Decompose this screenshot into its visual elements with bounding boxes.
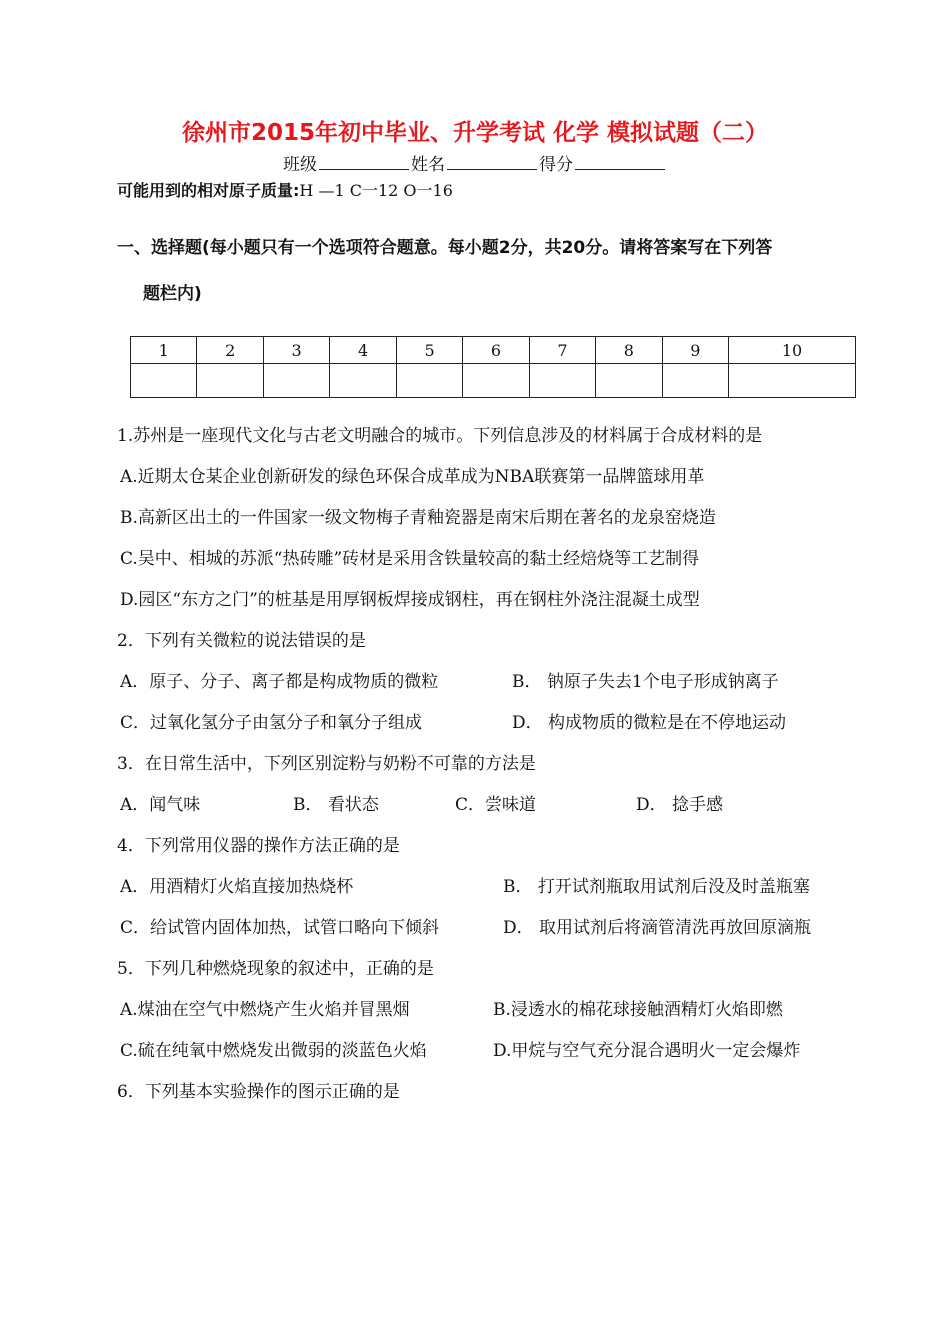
question-6-stem: 6．下列基本实验操作的图示正确的是 [117, 1082, 400, 1102]
atomic-mass-line [117, 178, 453, 201]
question-1-option-c: C.吴中、相城的苏派“热砖雕”砖材是采用含铁量较高的黏土经焙烧等工艺制得 [120, 549, 700, 569]
answer-number: 8 [596, 337, 662, 364]
answer-cell[interactable] [463, 364, 529, 398]
question-3-option-c: C．尝味道 [455, 795, 537, 815]
class-label: 班级 [283, 155, 317, 175]
answer-cell[interactable] [662, 364, 728, 398]
answer-number: 2 [197, 337, 263, 364]
answer-cell[interactable] [529, 364, 595, 398]
answer-number: 9 [662, 337, 728, 364]
score-blank[interactable] [575, 153, 665, 170]
answer-number-row [131, 337, 856, 364]
question-1-stem: 1.苏州是一座现代文化与古老文明融合的城市。下列信息涉及的材料属于合成材料的是 [117, 426, 763, 446]
question-5-option-c: C.硫在纯氧中燃烧发出微弱的淡蓝色火焰 [120, 1041, 427, 1061]
answer-table [130, 336, 856, 398]
page-title: 徐州市2015年初中毕业、升学考试 化学 模拟试题（二） [181, 120, 769, 146]
answer-number: 7 [529, 337, 595, 364]
question-2-option-d: D． 构成物质的微粒是在不停地运动 [512, 713, 787, 733]
question-4-option-d: D． 取用试剂后将滴管清洗再放回原滴瓶 [503, 918, 812, 938]
answer-cell[interactable] [396, 364, 462, 398]
question-5-option-d: D.甲烷与空气充分混合遇明火一定会爆炸 [493, 1041, 801, 1061]
class-blank[interactable] [319, 153, 409, 170]
student-info-line [0, 150, 950, 175]
answer-number: 4 [330, 337, 396, 364]
name-label: 姓名 [411, 155, 445, 175]
answer-cell[interactable] [197, 364, 263, 398]
answer-number: 5 [396, 337, 462, 364]
question-4-option-c: C．给试管内固体加热，试管口略向下倾斜 [120, 918, 440, 938]
name-blank[interactable] [447, 153, 537, 170]
question-5-option-a: A.煤油在空气中燃烧产生火焰并冒黑烟 [120, 1000, 410, 1020]
atomic-mass-values: H —1 C一12 O一16 [299, 181, 453, 200]
question-2-option-b: B． 钠原子失去1个电子形成钠离子 [512, 672, 779, 692]
question-2-option-c: C．过氧化氢分子由氢分子和氧分子组成 [120, 713, 423, 733]
answer-cell[interactable] [131, 364, 197, 398]
score-label: 得分 [539, 155, 573, 175]
answer-cell[interactable] [596, 364, 662, 398]
question-3-option-d: D． 捻手感 [636, 795, 724, 815]
question-4-option-a: A．用酒精灯火焰直接加热烧杯 [120, 877, 354, 897]
answer-cell[interactable] [729, 364, 856, 398]
question-5-stem: 5．下列几种燃烧现象的叙述中，正确的是 [117, 959, 434, 979]
question-3-stem: 3．在日常生活中，下列区别淀粉与奶粉不可靠的方法是 [117, 754, 536, 774]
question-3-option-a: A．闻气味 [120, 795, 201, 815]
question-3-option-b: B． 看状态 [293, 795, 379, 815]
answer-number: 1 [131, 337, 197, 364]
question-2-option-a: A．原子、分子、离子都是构成物质的微粒 [120, 672, 439, 692]
answer-cell[interactable] [330, 364, 396, 398]
section-heading-cont: 题栏内) [143, 284, 202, 304]
question-4-option-b: B． 打开试剂瓶取用试剂后没及时盖瓶塞 [503, 877, 810, 897]
section-heading: 一、选择题(每小题只有一个选项符合题意。每小题2分，共20分。请将答案写在下列答 [117, 238, 773, 258]
answer-cell[interactable] [263, 364, 329, 398]
answer-number: 3 [263, 337, 329, 364]
answer-number: 6 [463, 337, 529, 364]
question-2-stem: 2．下列有关微粒的说法错误的是 [117, 631, 366, 651]
atomic-mass-label: 可能用到的相对原子质量: [117, 181, 300, 200]
question-1-option-a: A.近期太仓某企业创新研发的绿色环保合成革成为NBA联赛第一品牌篮球用革 [120, 467, 705, 487]
question-5-option-b: B.浸透水的棉花球接触酒精灯火焰即燃 [493, 1000, 783, 1020]
answer-blank-row [131, 364, 856, 398]
question-4-stem: 4．下列常用仪器的操作方法正确的是 [117, 836, 400, 856]
answer-number: 10 [729, 337, 856, 364]
question-1-option-b: B.高新区出土的一件国家一级文物梅子青釉瓷器是南宋后期在著名的龙泉窑烧造 [120, 508, 716, 528]
question-1-option-d: D.园区“东方之门”的桩基是用厚钢板焊接成钢柱，再在钢柱外浇注混凝土成型 [120, 590, 700, 610]
